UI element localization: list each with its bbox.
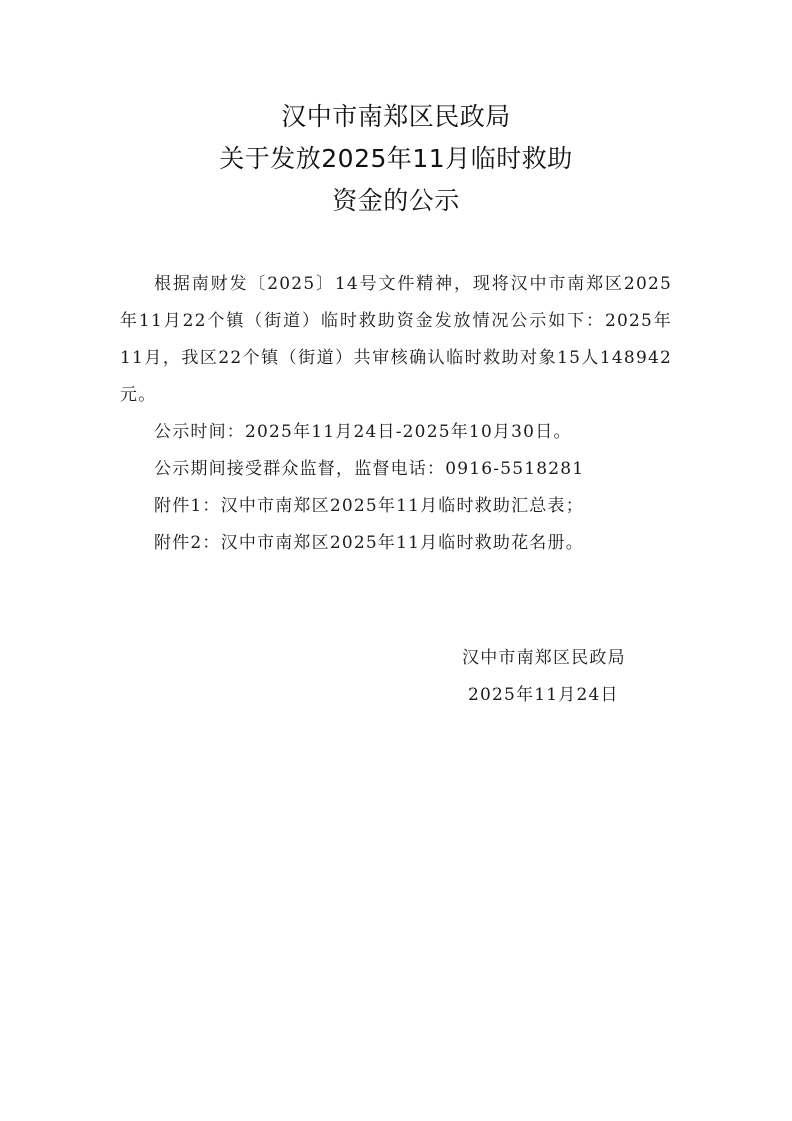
signature-organization: 汉中市南郑区民政局 xyxy=(462,648,626,668)
signature-block xyxy=(440,640,680,714)
signature-date: 2025年11月24日 xyxy=(468,685,619,705)
document-body xyxy=(120,266,672,562)
paragraph-attachment-2: 附件2：汉中市南郑区2025年11月临时救助花名册。 xyxy=(154,533,584,553)
paragraph-publicity-period: 公示时间：2025年11月24日-2025年10月30日。 xyxy=(154,422,572,442)
document-title xyxy=(0,96,792,222)
paragraph-notice-content: 根据南财发〔2025〕14号文件精神，现将汉中市南郑区2025年11月22个镇（街道）临时救助资金发放情况公示如下：2025年11月，我区22个镇（街道）共审核确认临时救助对象15人148942元。 xyxy=(120,274,672,405)
paragraph-supervision-phone: 公示期间接受群众监督，监督电话：0916-5518281 xyxy=(154,459,585,479)
title-line-1: 汉中市南郑区民政局 xyxy=(281,102,511,131)
title-line-3: 资金的公示 xyxy=(332,186,460,215)
paragraph-attachment-1: 附件1：汉中市南郑区2025年11月临时救助汇总表； xyxy=(154,496,584,516)
title-line-2: 关于发放2025年11月临时救助 xyxy=(219,144,573,173)
